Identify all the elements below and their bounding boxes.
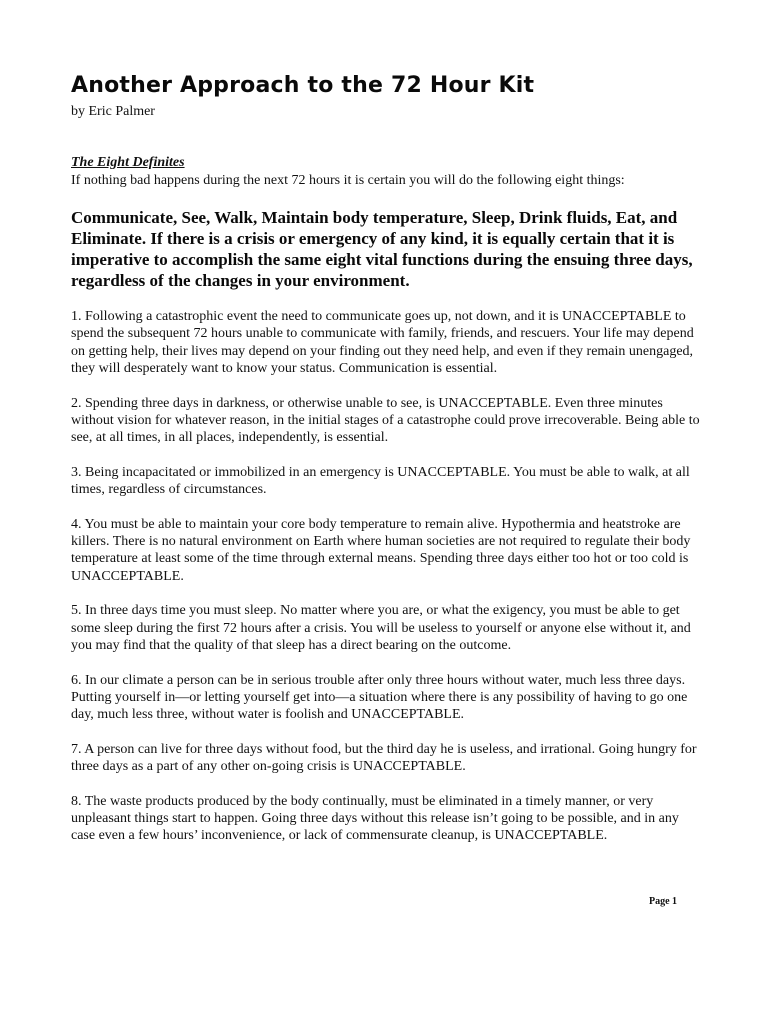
list-item: 6. In our climate a person can be in serious trouble after only three hours without water, much less three days. Putting yourself in—or letting yourself get into—a situation where there is any possibility of having to go one day, much less three, without water is foolish and UNACCEPTABLE. bbox=[71, 672, 688, 723]
list-item: 8. The waste products produced by the body continually, must be eliminated in a timely manner, or very unpleasant things start to happen. Going three days without this release isn’t going to be possible, and in any case even a few hours’ inconvenience, or lack of commensurate cleanup, is UNACCEPTABLE. bbox=[71, 793, 679, 844]
section-heading: The Eight Definites bbox=[71, 155, 185, 170]
document-title: Another Approach to the 72 Hour Kit bbox=[71, 73, 535, 98]
list-item: 5. In three days time you must sleep. No matter where you are, or what the exigency, you must be able to get some sleep during the first 72 hours after a crisis. You will be useless to yourself or anyone else without it, and you may find that the quality of that sleep has a direct bearing on the outcome. bbox=[71, 603, 691, 654]
lead-paragraph: Communicate, See, Walk, Maintain body temperature, Sleep, Drink fluids, Eat, and Eliminate. If there is a crisis or emergency of any kind, it is equally certain that it is imperative to accomplish the same eight vital functions during the ensuing three days, regardless of the changes in your environment. bbox=[71, 208, 693, 290]
list-item: 4. You must be able to maintain your core body temperature to remain alive. Hypothermia and heatstroke are killers. There is no natural environment on Earth where human societies are not required to regulate their body temperature at least some of the time through external means. Spending three days either too hot or too cold is UNACCEPTABLE. bbox=[71, 516, 691, 584]
numbered-list bbox=[71, 308, 701, 862]
list-item: 2. Spending three days in darkness, or otherwise unable to see, is UNACCEPTABLE. Even three minutes without vision for whatever reason, in the initial stages of a catastrophe could prove irrecoverable. Being able to see, at all times, in all places, independently, is essential. bbox=[71, 395, 700, 446]
list-item: 3. Being incapacitated or immobilized in an emergency is UNACCEPTABLE. You must be able to walk, at all times, regardless of circumstances. bbox=[71, 464, 690, 498]
page-number: Page 1 bbox=[649, 896, 678, 907]
intro-paragraph: If nothing bad happens during the next 72 hours it is certain you will do the following eight things: bbox=[71, 173, 625, 188]
list-item: 7. A person can live for three days without food, but the third day he is useless, and irrational. Going hungry for three days as a part of any other on-going crisis is UNACCEPTABLE. bbox=[71, 741, 697, 775]
byline: by Eric Palmer bbox=[71, 104, 155, 119]
list-item: 1. Following a catastrophic event the need to communicate goes up, not down, and it is UNACCEPTABLE to spend the subsequent 72 hours unable to communicate with family, friends, and rescuers. Your life may depend on getting help, their lives may depend on your finding out they need help, and even if they remain unengaged, they will desperately want to know your status. Communication is essential. bbox=[71, 309, 694, 377]
